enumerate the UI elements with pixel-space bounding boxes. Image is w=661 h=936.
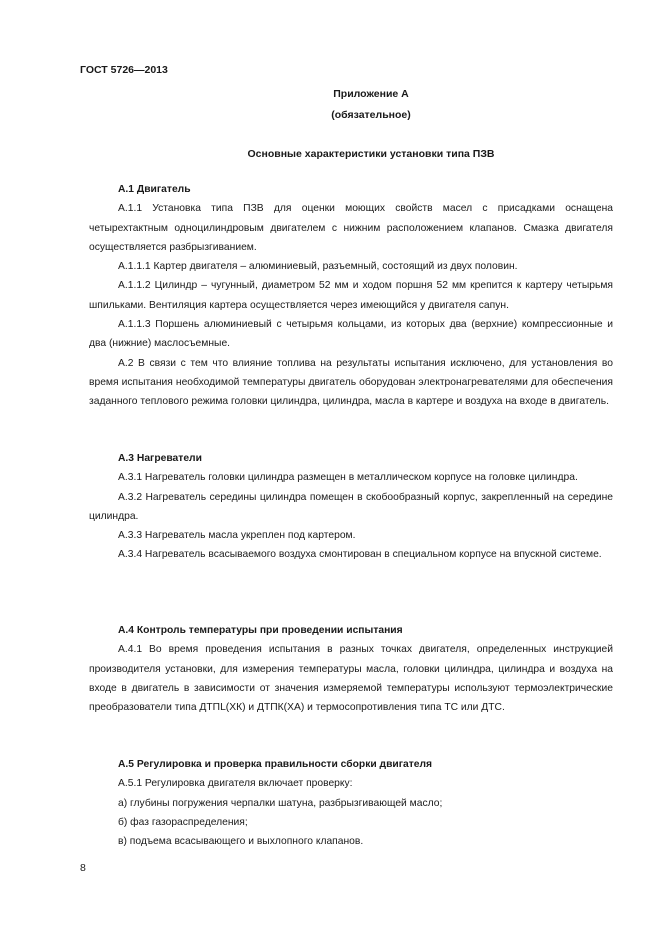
section-a4 [89, 621, 613, 717]
paragraph: А.1.1.1 Картер двигателя – алюминиевый, разъемный, состоящий из двух половин. [118, 261, 518, 273]
list-item: б) фаз газораспределения; [118, 816, 248, 828]
paragraph: А.3.4 Нагреватель всасываемого воздуха смонтирован в специальном корпусе на впускной системе. [118, 549, 602, 561]
list-item: а) глубины погружения черпалки шатуна, разбрызгивающей масло; [118, 797, 443, 809]
section-heading: А.3 Нагреватели [118, 453, 202, 464]
section-a5 [89, 755, 613, 851]
appendix-heading: Основные характеристики установки типа ПЗВ [247, 148, 495, 160]
section-a3 [89, 449, 613, 565]
section-heading: А.4 Контроль температуры при проведении испытания [118, 625, 403, 636]
paragraph: А.5.1 Регулировка двигателя включает проверку: [118, 778, 353, 790]
section-heading: А.1 Двигатель [118, 184, 191, 195]
paragraph: А.3.2 Нагреватель середины цилиндра помещен в скобообразный корпус, закрепленный на середине цилиндра. [89, 491, 613, 522]
paragraph: А.3.3 Нагреватель масла укреплен под картером. [118, 530, 356, 542]
section-a1 [89, 180, 613, 412]
paragraph: А.3.1 Нагреватель головки цилиндра размещен в металлическом корпусе на головке цилиндра. [118, 472, 578, 484]
paragraph: А.1.1.3 Поршень алюминиевый с четырьмя кольцами, из которых два (верхние) компрессионные и два (нижние) маслосъемные. [89, 319, 613, 350]
section-heading: А.5 Регулировка и проверка правильности сборки двигателя [118, 759, 433, 770]
paragraph: А.2 В связи с тем что влияние топлива на результаты испытания исключено, для установления во время испытания необходимой температуры двигатель оборудован электронагревателями для обеспечения заданного теплового режима головки цилиндра, цилиндра, масла в картере и воздуха на входе в двигатель. [89, 357, 613, 408]
appendix-title: Приложение А [333, 88, 409, 100]
paragraph: А.4.1 Во время проведения испытания в разных точках двигателя, определенных инструкцией производителя установки, для измерения температуры масла, головки цилиндра, цилиндра и воздуха на входе в двигатель в зависимости от значения измеряемой температуры используют термоэлектрические преобразователи типа ДТПL(ХК) и ДТПК(ХА) и термосопротивления типа ТС или ДТС. [89, 644, 613, 714]
page-number: 8 [80, 862, 86, 874]
paragraph: А.1.1 Установка типа ПЗВ для оценки моющих свойств масел с присадками оснащена четырехтактным одноцилиндровым двигателем с нижним расположением клапанов. Смазка двигателя осуществляется разбрызгиванием. [89, 203, 613, 253]
paragraph: А.1.1.2 Цилиндр – чугунный, диаметром 52 мм и ходом поршня 52 мм крепится к картеру четырьмя шпильками. Вентиляция картера осуществляется через имеющийся у двигателя сапун. [89, 280, 613, 311]
document-id: ГОСТ 5726—2013 [80, 64, 168, 76]
list-item: в) подъема всасывающего и выхлопного клапанов. [118, 836, 364, 848]
appendix-status: (обязательное) [331, 109, 411, 121]
